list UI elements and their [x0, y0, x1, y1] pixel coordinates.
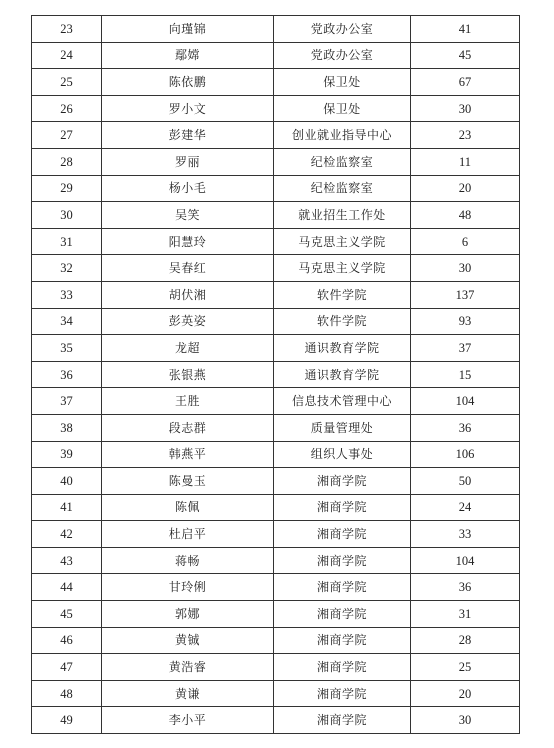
person-name: 段志群	[102, 414, 274, 441]
count-value: 137	[411, 281, 520, 308]
count-value: 31	[411, 601, 520, 628]
table-row	[32, 228, 520, 255]
staff-table	[31, 15, 520, 734]
person-name: 杨小毛	[102, 175, 274, 202]
department-name: 就业招生工作处	[274, 202, 411, 229]
count-value: 20	[411, 680, 520, 707]
count-value: 15	[411, 361, 520, 388]
department-name: 湘商学院	[274, 494, 411, 521]
table-row	[32, 122, 520, 149]
person-name: 彭建华	[102, 122, 274, 149]
table-row	[32, 281, 520, 308]
count-value: 104	[411, 547, 520, 574]
table-row	[32, 202, 520, 229]
count-value: 23	[411, 122, 520, 149]
person-name: 张银燕	[102, 361, 274, 388]
table-row	[32, 255, 520, 282]
department-name: 马克思主义学院	[274, 228, 411, 255]
department-name: 纪检监察室	[274, 175, 411, 202]
person-name: 黄铖	[102, 627, 274, 654]
department-name: 党政办公室	[274, 42, 411, 69]
person-name: 向瑾锦	[102, 16, 274, 43]
row-number: 34	[32, 308, 102, 335]
count-value: 67	[411, 69, 520, 96]
table-row	[32, 654, 520, 681]
row-number: 35	[32, 335, 102, 362]
person-name: 陈依鹏	[102, 69, 274, 96]
count-value: 36	[411, 414, 520, 441]
department-name: 保卫处	[274, 69, 411, 96]
person-name: 黄浩睿	[102, 654, 274, 681]
department-name: 湘商学院	[274, 468, 411, 495]
count-value: 11	[411, 148, 520, 175]
table-row	[32, 627, 520, 654]
department-name: 通识教育学院	[274, 361, 411, 388]
department-name: 湘商学院	[274, 601, 411, 628]
department-name: 湘商学院	[274, 680, 411, 707]
person-name: 陈佩	[102, 494, 274, 521]
count-value: 50	[411, 468, 520, 495]
person-name: 李小平	[102, 707, 274, 734]
row-number: 32	[32, 255, 102, 282]
row-number: 23	[32, 16, 102, 43]
row-number: 37	[32, 388, 102, 415]
department-name: 纪检监察室	[274, 148, 411, 175]
table-row	[32, 547, 520, 574]
person-name: 彭英姿	[102, 308, 274, 335]
table-row	[32, 16, 520, 43]
table-row	[32, 601, 520, 628]
table-row	[32, 680, 520, 707]
count-value: 106	[411, 441, 520, 468]
person-name: 龙超	[102, 335, 274, 362]
count-value: 30	[411, 95, 520, 122]
table-row	[32, 361, 520, 388]
department-name: 湘商学院	[274, 521, 411, 548]
staff-table-container	[31, 15, 519, 734]
person-name: 吴笑	[102, 202, 274, 229]
department-name: 湘商学院	[274, 627, 411, 654]
department-name: 质量管理处	[274, 414, 411, 441]
table-row	[32, 388, 520, 415]
person-name: 吴春红	[102, 255, 274, 282]
row-number: 44	[32, 574, 102, 601]
table-row	[32, 148, 520, 175]
department-name: 湘商学院	[274, 547, 411, 574]
count-value: 30	[411, 255, 520, 282]
row-number: 33	[32, 281, 102, 308]
row-number: 49	[32, 707, 102, 734]
person-name: 甘玲俐	[102, 574, 274, 601]
row-number: 25	[32, 69, 102, 96]
row-number: 47	[32, 654, 102, 681]
count-value: 30	[411, 707, 520, 734]
department-name: 湘商学院	[274, 707, 411, 734]
person-name: 胡伏湘	[102, 281, 274, 308]
table-body	[32, 16, 520, 734]
table-row	[32, 308, 520, 335]
person-name: 阳慧玲	[102, 228, 274, 255]
table-row	[32, 468, 520, 495]
count-value: 48	[411, 202, 520, 229]
table-row	[32, 574, 520, 601]
count-value: 37	[411, 335, 520, 362]
row-number: 40	[32, 468, 102, 495]
department-name: 信息技术管理中心	[274, 388, 411, 415]
row-number: 31	[32, 228, 102, 255]
department-name: 通识教育学院	[274, 335, 411, 362]
department-name: 湘商学院	[274, 574, 411, 601]
count-value: 24	[411, 494, 520, 521]
person-name: 罗丽	[102, 148, 274, 175]
department-name: 马克思主义学院	[274, 255, 411, 282]
person-name: 陈曼玉	[102, 468, 274, 495]
person-name: 罗小文	[102, 95, 274, 122]
count-value: 25	[411, 654, 520, 681]
row-number: 48	[32, 680, 102, 707]
person-name: 王胜	[102, 388, 274, 415]
row-number: 30	[32, 202, 102, 229]
count-value: 36	[411, 574, 520, 601]
department-name: 湘商学院	[274, 654, 411, 681]
table-row	[32, 335, 520, 362]
count-value: 45	[411, 42, 520, 69]
department-name: 软件学院	[274, 308, 411, 335]
row-number: 28	[32, 148, 102, 175]
row-number: 46	[32, 627, 102, 654]
department-name: 组织人事处	[274, 441, 411, 468]
table-row	[32, 707, 520, 734]
department-name: 党政办公室	[274, 16, 411, 43]
row-number: 27	[32, 122, 102, 149]
table-row	[32, 69, 520, 96]
person-name: 黄谦	[102, 680, 274, 707]
person-name: 郭娜	[102, 601, 274, 628]
row-number: 26	[32, 95, 102, 122]
row-number: 41	[32, 494, 102, 521]
row-number: 39	[32, 441, 102, 468]
department-name: 创业就业指导中心	[274, 122, 411, 149]
count-value: 41	[411, 16, 520, 43]
table-row	[32, 521, 520, 548]
table-row	[32, 42, 520, 69]
table-row	[32, 494, 520, 521]
table-row	[32, 175, 520, 202]
count-value: 28	[411, 627, 520, 654]
count-value: 20	[411, 175, 520, 202]
count-value: 33	[411, 521, 520, 548]
row-number: 29	[32, 175, 102, 202]
row-number: 36	[32, 361, 102, 388]
person-name: 杜启平	[102, 521, 274, 548]
department-name: 保卫处	[274, 95, 411, 122]
row-number: 43	[32, 547, 102, 574]
row-number: 38	[32, 414, 102, 441]
person-name: 蒋畅	[102, 547, 274, 574]
table-row	[32, 441, 520, 468]
count-value: 104	[411, 388, 520, 415]
table-row	[32, 95, 520, 122]
person-name: 鄢嫦	[102, 42, 274, 69]
table-row	[32, 414, 520, 441]
count-value: 6	[411, 228, 520, 255]
row-number: 24	[32, 42, 102, 69]
row-number: 45	[32, 601, 102, 628]
count-value: 93	[411, 308, 520, 335]
department-name: 软件学院	[274, 281, 411, 308]
row-number: 42	[32, 521, 102, 548]
person-name: 韩燕平	[102, 441, 274, 468]
